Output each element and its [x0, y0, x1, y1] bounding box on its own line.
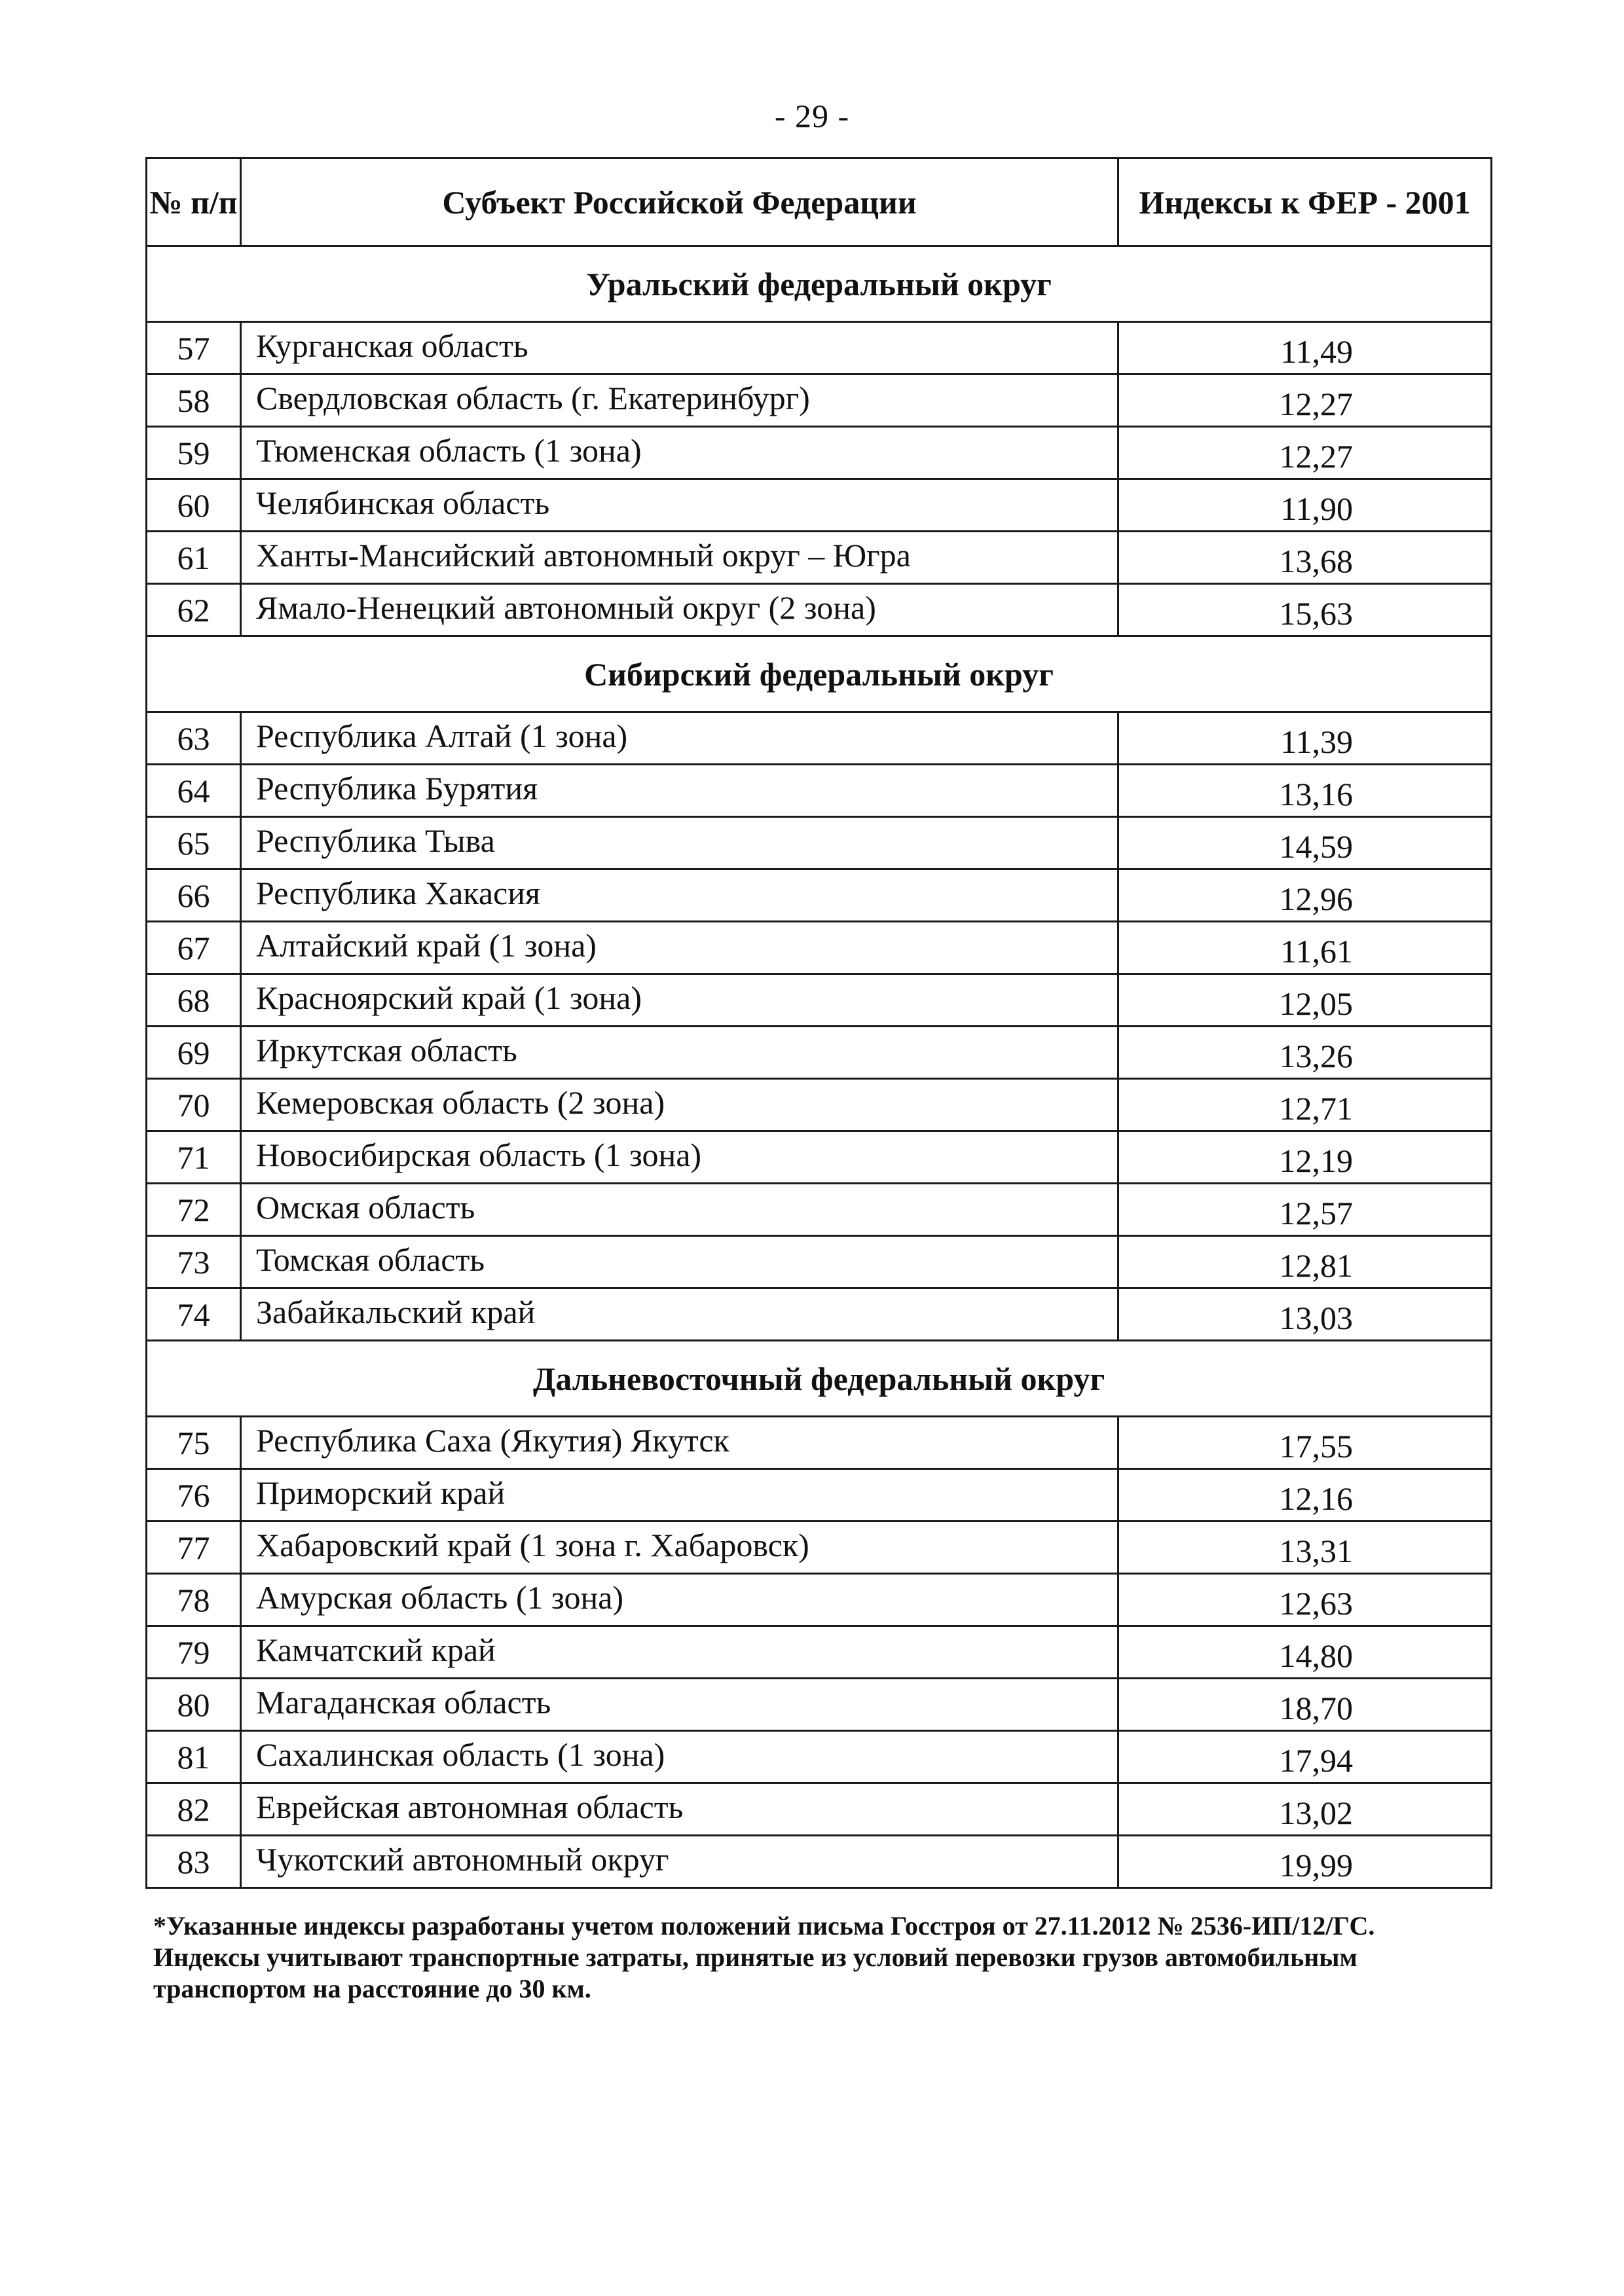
section-title: Дальневосточный федеральный округ: [147, 1341, 1492, 1417]
row-number: 81: [147, 1731, 241, 1783]
table-header-row: [147, 158, 1492, 246]
row-subject: Камчатский край: [241, 1626, 1118, 1679]
row-number: 68: [147, 974, 241, 1027]
row-subject: Республика Тыва: [241, 817, 1118, 869]
row-subject: Томская область: [241, 1236, 1118, 1288]
row-subject: Кемеровская область (2 зона): [241, 1079, 1118, 1131]
row-index: 11,90: [1118, 479, 1492, 532]
table-row: [147, 322, 1492, 374]
row-subject: Амурская область (1 зона): [241, 1574, 1118, 1626]
row-number: 57: [147, 322, 241, 374]
row-index: 12,71: [1118, 1079, 1492, 1131]
footnote-line: *Указанные индексы разработаны учетом положений письма Госстроя от 27.11.2012 № 2536-ИП/12/ГС.: [153, 1911, 1375, 1941]
row-index: 11,61: [1118, 922, 1492, 974]
row-index: 13,26: [1118, 1027, 1492, 1079]
row-number: 71: [147, 1131, 241, 1184]
row-number: 73: [147, 1236, 241, 1288]
footnote-line: Индексы учитывают транспортные затраты, принятые из условий перевозки грузов автомобильным: [153, 1942, 1357, 1972]
row-subject: Сахалинская область (1 зона): [241, 1731, 1118, 1783]
row-index: 13,31: [1118, 1522, 1492, 1574]
table-row: [147, 1836, 1492, 1888]
row-subject: Алтайский край (1 зона): [241, 922, 1118, 974]
regional-index-table: [145, 157, 1492, 1889]
row-number: 64: [147, 765, 241, 817]
table-row: [147, 1574, 1492, 1626]
row-subject: Еврейская автономная область: [241, 1783, 1118, 1836]
row-subject: Свердловская область (г. Екатеринбург): [241, 374, 1118, 427]
table-row: [147, 532, 1492, 584]
row-number: 77: [147, 1522, 241, 1574]
table-row: [147, 584, 1492, 636]
row-subject: Республика Алтай (1 зона): [241, 712, 1118, 765]
row-subject: Тюменская область (1 зона): [241, 427, 1118, 479]
row-number: 63: [147, 712, 241, 765]
row-subject: Иркутская область: [241, 1027, 1118, 1079]
table-row: [147, 922, 1492, 974]
row-number: 66: [147, 869, 241, 922]
table-row: [147, 479, 1492, 532]
row-index: 12,96: [1118, 869, 1492, 922]
row-index: 14,59: [1118, 817, 1492, 869]
table-row: [147, 1288, 1492, 1341]
row-number: 74: [147, 1288, 241, 1341]
section-row: [147, 246, 1492, 322]
row-number: 59: [147, 427, 241, 479]
footnote-line: транспортом на расстояние до 30 км.: [153, 1974, 591, 2003]
table-row: [147, 1731, 1492, 1783]
table-row: [147, 869, 1492, 922]
row-number: 67: [147, 922, 241, 974]
row-index: 14,80: [1118, 1626, 1492, 1679]
row-subject: Магаданская область: [241, 1679, 1118, 1731]
row-subject: Курганская область: [241, 322, 1118, 374]
row-subject: Красноярский край (1 зона): [241, 974, 1118, 1027]
header-subject: Субъект Российской Федерации: [241, 158, 1118, 246]
row-index: 12,81: [1118, 1236, 1492, 1288]
row-subject: Хабаровский край (1 зона г. Хабаровск): [241, 1522, 1118, 1574]
section-row: [147, 1341, 1492, 1417]
header-index: Индексы к ФЕР - 2001: [1118, 158, 1492, 246]
row-index: 11,39: [1118, 712, 1492, 765]
row-number: 80: [147, 1679, 241, 1731]
row-index: 12,63: [1118, 1574, 1492, 1626]
row-number: 62: [147, 584, 241, 636]
table-row: [147, 1417, 1492, 1469]
table-row: [147, 1079, 1492, 1131]
table-row: [147, 1131, 1492, 1184]
row-number: 65: [147, 817, 241, 869]
table-row: [147, 374, 1492, 427]
row-index: 15,63: [1118, 584, 1492, 636]
row-index: 19,99: [1118, 1836, 1492, 1888]
row-subject: Ямало-Ненецкий автономный округ (2 зона): [241, 584, 1118, 636]
row-subject: Забайкальский край: [241, 1288, 1118, 1341]
row-index: 13,03: [1118, 1288, 1492, 1341]
row-number: 75: [147, 1417, 241, 1469]
row-subject: Новосибирская область (1 зона): [241, 1131, 1118, 1184]
row-number: 69: [147, 1027, 241, 1079]
table-body: [147, 246, 1492, 1888]
header-number: № п/п: [147, 158, 241, 246]
row-index: 13,16: [1118, 765, 1492, 817]
row-index: 13,02: [1118, 1783, 1492, 1836]
row-index: 12,05: [1118, 974, 1492, 1027]
row-number: 82: [147, 1783, 241, 1836]
table-row: [147, 1522, 1492, 1574]
table-row: [147, 1626, 1492, 1679]
row-subject: Приморский край: [241, 1469, 1118, 1522]
row-index: 12,27: [1118, 427, 1492, 479]
row-number: 76: [147, 1469, 241, 1522]
section-row: [147, 636, 1492, 712]
table-row: [147, 1783, 1492, 1836]
table-row: [147, 817, 1492, 869]
row-number: 78: [147, 1574, 241, 1626]
section-title: Сибирский федеральный округ: [147, 636, 1492, 712]
row-number: 72: [147, 1184, 241, 1236]
row-number: 58: [147, 374, 241, 427]
row-number: 60: [147, 479, 241, 532]
row-number: 70: [147, 1079, 241, 1131]
table-row: [147, 1679, 1492, 1731]
row-index: 17,94: [1118, 1731, 1492, 1783]
row-subject: Ханты-Мансийский автономный округ – Югра: [241, 532, 1118, 584]
row-number: 79: [147, 1626, 241, 1679]
section-title: Уральский федеральный округ: [147, 246, 1492, 322]
row-number: 61: [147, 532, 241, 584]
footnote: [153, 1910, 1489, 2005]
row-index: 12,16: [1118, 1469, 1492, 1522]
table-row: [147, 765, 1492, 817]
row-subject: Омская область: [241, 1184, 1118, 1236]
row-index: 12,57: [1118, 1184, 1492, 1236]
page-number: - 29 -: [774, 98, 850, 134]
row-index: 12,19: [1118, 1131, 1492, 1184]
row-subject: Республика Хакасия: [241, 869, 1118, 922]
row-subject: Республика Саха (Якутия) Якутск: [241, 1417, 1118, 1469]
row-index: 11,49: [1118, 322, 1492, 374]
row-subject: Чукотский автономный округ: [241, 1836, 1118, 1888]
row-index: 17,55: [1118, 1417, 1492, 1469]
table-row: [147, 712, 1492, 765]
row-subject: Челябинская область: [241, 479, 1118, 532]
table-row: [147, 427, 1492, 479]
table-row: [147, 1027, 1492, 1079]
row-number: 83: [147, 1836, 241, 1888]
table-row: [147, 974, 1492, 1027]
table-row: [147, 1469, 1492, 1522]
row-index: 13,68: [1118, 532, 1492, 584]
row-subject: Республика Бурятия: [241, 765, 1118, 817]
table-row: [147, 1236, 1492, 1288]
row-index: 18,70: [1118, 1679, 1492, 1731]
row-index: 12,27: [1118, 374, 1492, 427]
table-row: [147, 1184, 1492, 1236]
